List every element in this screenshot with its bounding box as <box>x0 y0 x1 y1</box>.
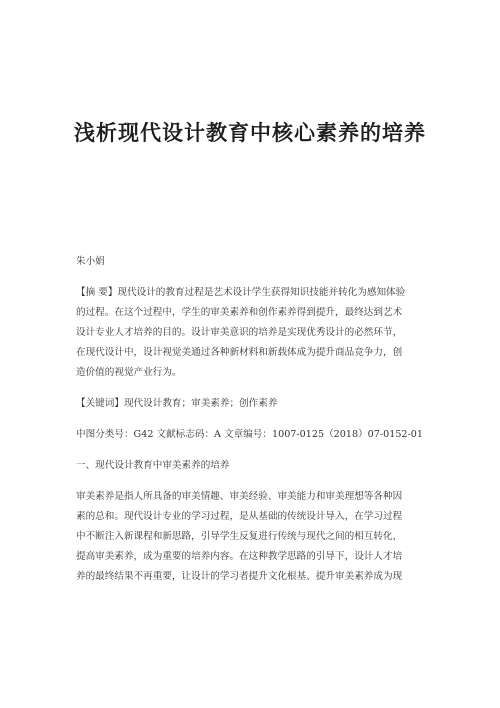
section-heading: 一、现代设计教育中审美素养的培养 <box>76 460 230 471</box>
abstract-line: 在现代设计中，设计视觉美通过各种新材料和新载体成为提升商品竞争力，创 <box>76 347 403 358</box>
abstract-line: 的过程。在这个过程中，学生的审美素养和创作素养得到提升，最终达到艺术 <box>76 307 403 318</box>
classification-line: 中图分类号：G42 文献标志码：A 文章编号：1007-0125（2018）07-0152-01 <box>76 429 423 440</box>
abstract-line: 造价值的视觉产业行为。 <box>76 367 182 378</box>
paragraph-line: 提高审美素养，成为重要的培养内容。在这种教学思路的引导下，设计人才培 <box>76 551 403 562</box>
paragraph-line: 审美素养是指人所具备的审美情趣、审美经验、审美能力和审美理想等各种因 <box>76 491 403 502</box>
paper-title: 浅析现代设计教育中核心素养的培养 <box>74 120 426 145</box>
paragraph-line: 中不断注入新课程和新思路，引导学生反复进行传统与现代之间的相互转化， <box>76 531 403 542</box>
author-name: 朱小娟 <box>76 256 105 267</box>
abstract-block <box>76 283 428 383</box>
body-paragraph <box>76 487 428 587</box>
paragraph-line: 素的总和。现代设计专业的学习过程，是从基础的传统设计导入，在学习过程 <box>76 511 403 522</box>
abstract-line: 【摘 要】现代设计的教育过程是艺术设计学生获得知识技能并转化为感知体验 <box>76 287 406 298</box>
paper-body <box>76 252 428 587</box>
paragraph-line: 养的最终结果不再重要，让设计的学习者提升文化根基、提升审美素养成为现 <box>76 571 403 582</box>
keywords-line: 【关键词】现代设计教育；审美素养；创作素养 <box>76 398 278 409</box>
abstract-line: 设计专业人才培养的目的。设计审美意识的培养是实现优秀设计的必然环节， <box>76 327 403 338</box>
